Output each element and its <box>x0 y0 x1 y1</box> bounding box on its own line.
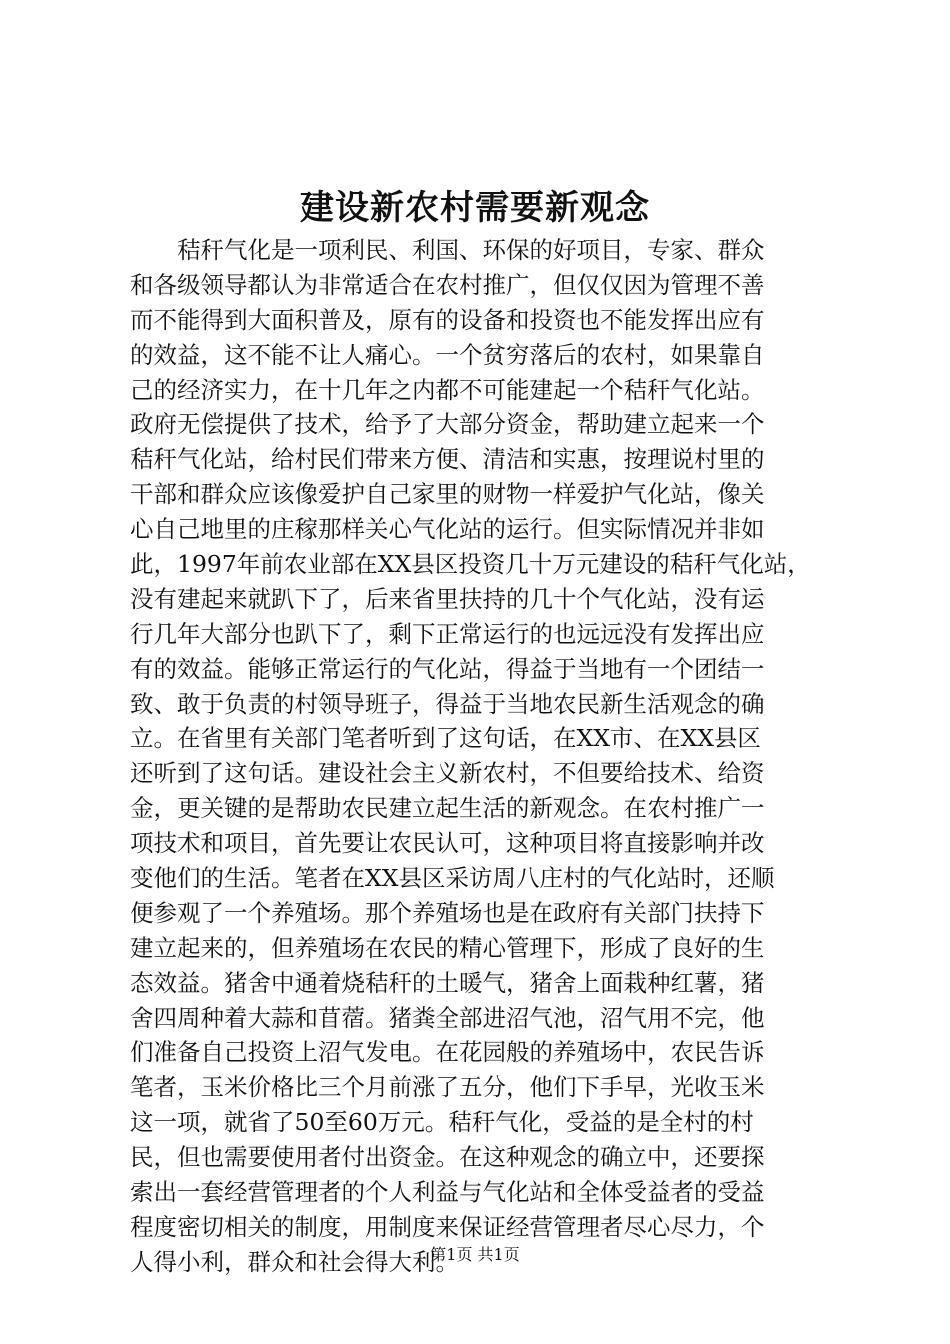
page-title: 建设新农村需要新观念 <box>300 188 650 228</box>
body-paragraph <box>130 233 830 1280</box>
paragraph-line: 舍四周种着大蒜和苜蓿。猪粪全部进沼气池，沼气用不完，他 <box>130 1003 765 1032</box>
paragraph-line: 人得小利，群众和社会得大利。 <box>130 1247 459 1276</box>
paragraph-line: 致、敢于负责的村领导班子，得益于当地农民新生活观念的确 <box>130 689 765 718</box>
paragraph-line: 和各级领导都认为非常适合在农村推广，但仅仅因为管理不善 <box>130 270 765 299</box>
paragraph-line: 行几年大部分也趴下了，剩下正常运行的也远远没有发挥出应 <box>130 619 765 648</box>
paragraph-line: 此，1997年前农业部在XX县区投资几十万元建设的秸秆气化站， <box>130 550 811 579</box>
paragraph-line: 建立起来的，但养殖场在农民的精心管理下，形成了良好的生 <box>130 933 765 962</box>
paragraph-line: 没有建起来就趴下了，后来省里扶持的几十个气化站，没有运 <box>130 584 765 613</box>
paragraph-line: 立。在省里有关部门笔者听到了这句话，在XX市、在XX县区 <box>130 724 761 753</box>
paragraph-line: 这一项，就省了50至60万元。秸秆气化，受益的是全村的村 <box>130 1108 754 1137</box>
paragraph-line: 心自己地里的庄稼那样关心气化站的运行。但实际情况并非如 <box>130 515 765 544</box>
paragraph-line: 有的效益。能够正常运行的气化站，得益于当地有一个团结一 <box>130 654 765 683</box>
paragraph-line: 己的经济实力，在十几年之内都不可能建起一个秸秆气化站。 <box>130 375 765 404</box>
paragraph-line: 索出一套经营管理者的个人利益与气化站和全体受益者的受益 <box>130 1178 765 1207</box>
paragraph-line: 政府无偿提供了技术，给予了大部分资金，帮助建立起来一个 <box>130 410 765 439</box>
paragraph-line: 项技术和项目，首先要让农民认可，这种项目将直接影响并改 <box>130 829 765 858</box>
paragraph-line: 笔者，玉米价格比三个月前涨了五分，他们下手早，光收玉米 <box>130 1073 765 1102</box>
paragraph-line: 干部和群众应该像爱护自己家里的财物一样爱护气化站，像关 <box>130 480 765 509</box>
paragraph-line: 秸秆气化是一项利民、利国、环保的好项目，专家、群众 <box>130 236 765 264</box>
paragraph-line: 民，但也需要使用者付出资金。在这种观念的确立中，还要探 <box>130 1143 765 1172</box>
paragraph-line: 便参观了一个养殖场。那个养殖场也是在政府有关部门扶持下 <box>130 898 765 927</box>
paragraph-line: 的效益，这不能不让人痛心。一个贫穷落后的农村，如果靠自 <box>130 340 765 369</box>
paragraph-line: 而不能得到大面积普及，原有的设备和投资也不能发挥出应有 <box>130 305 765 334</box>
paragraph-line: 程度密切相关的制度，用制度来保证经营管理者尽心尽力，个 <box>130 1212 765 1241</box>
page-number-footer: 第1页 共1页 <box>430 1245 520 1264</box>
paragraph-line: 秸秆气化站，给村民们带来方便、清洁和实惠，按理说村里的 <box>130 445 765 474</box>
paragraph-line: 金，更关键的是帮助农民建立起生活的新观念。在农村推广一 <box>130 794 765 823</box>
paragraph-line: 态效益。猪舍中通着烧秸秆的土暖气，猪舍上面栽种红薯，猪 <box>130 968 765 997</box>
paragraph-line: 还听到了这句话。建设社会主义新农村，不但要给技术、给资 <box>130 759 765 788</box>
paragraph-line: 变他们的生活。笔者在XX县区采访周八庄村的气化站时，还顺 <box>130 864 775 893</box>
paragraph-line: 们准备自己投资上沼气发电。在花园般的养殖场中，农民告诉 <box>130 1038 765 1067</box>
